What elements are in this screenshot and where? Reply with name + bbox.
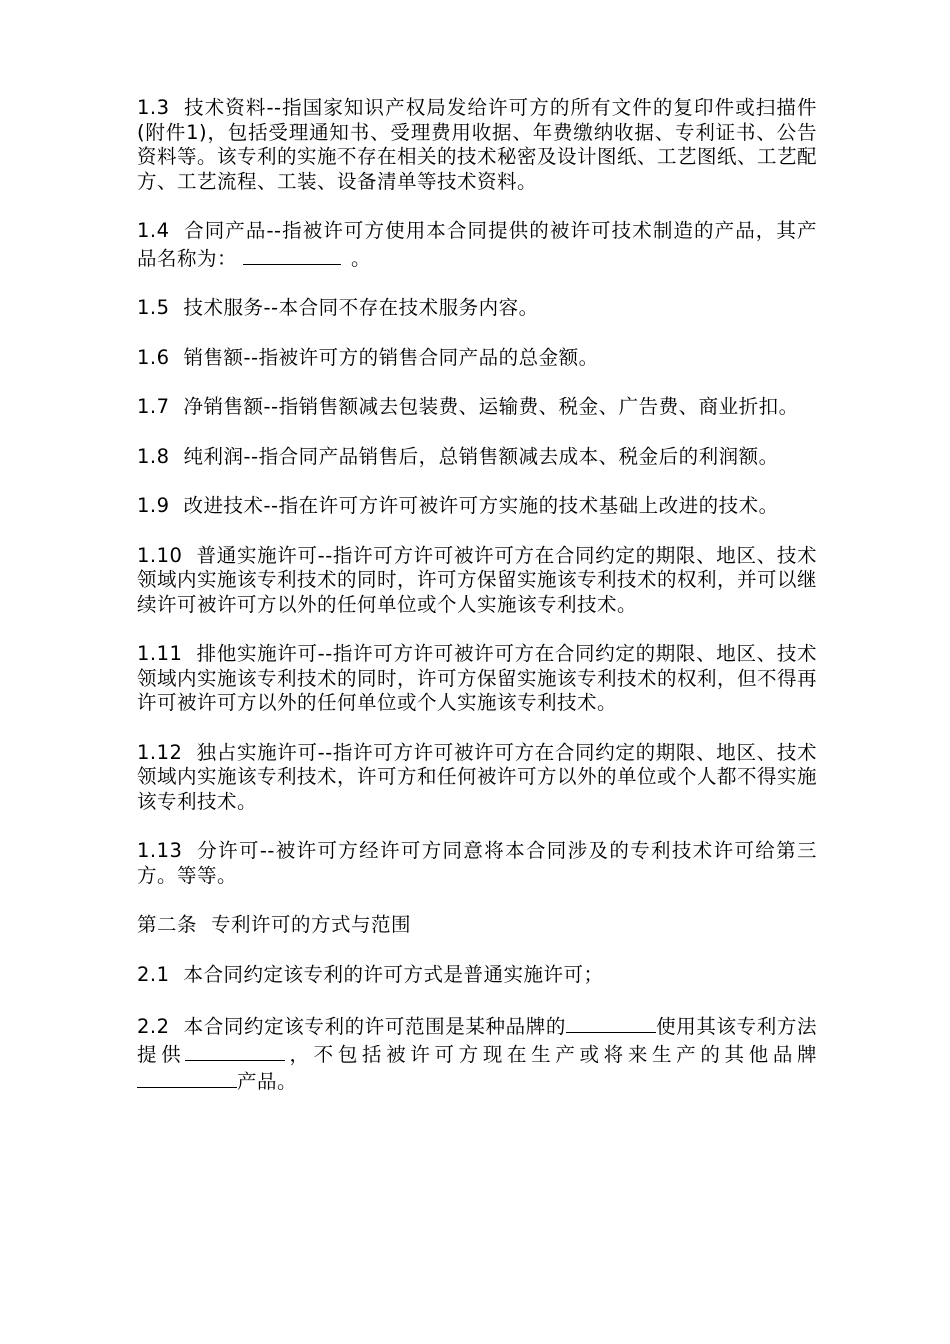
- provided-item-blank[interactable]: [185, 1040, 285, 1061]
- document-page: [137, 96, 817, 1120]
- clause-1-7: [137, 395, 817, 420]
- clause-text: 技术资料--指国家知识产权局发给许可方的所有文件的复印件或扫描件(附件1)，包括受理通知书、受理费用收据、年费缴纳收据、专利证书、公告资料等。该专利的实施不存在相关的技术秘密及设计图纸、工艺图纸、工艺配方、工艺流程、工装、设备清单等技术资料。: [137, 96, 818, 193]
- clause-text: 本合同约定该专利的许可方式是普通实施许可；: [183, 962, 604, 986]
- clause-number: 1.9: [137, 494, 170, 517]
- clause-1-10: [137, 544, 817, 618]
- clause-2-2: [137, 1012, 817, 1095]
- clause-1-13: [137, 839, 817, 888]
- clause-number: 1.13: [137, 839, 183, 862]
- clause-1-4: [137, 219, 817, 271]
- clause-number: 1.12: [137, 740, 183, 764]
- clause-1-6: [137, 346, 817, 371]
- clause-2-1: [137, 963, 817, 988]
- clause-text: 排他实施许可--指许可方许可被许可方在合同约定的期限、地区、技术领域内实施该专利技术的同时，许可方保留实施该专利技术的权利，但不得再许可被许可方以外的任何单位或个人实施该专利技术。: [137, 642, 818, 714]
- clause-1-8: [137, 445, 817, 470]
- clause-text: 改进技术--指在许可方许可被许可方实施的技术基础上改进的技术。: [183, 494, 779, 517]
- clause-text: 净销售额--指销售额减去包装费、运输费、税金、广告费、商业折扣。: [183, 395, 799, 418]
- clause-1-3: [137, 96, 817, 194]
- clause-text: 分许可--被许可方经许可方同意将本合同涉及的专利技术许可给第三方。等等。: [137, 839, 817, 887]
- clause-text: 普通实施许可--指许可方许可被许可方在合同约定的期限、地区、技术领域内实施该专利技术的同时，许可方保留实施该专利技术的权利，并可以继续许可被许可方以外的任何单位或个人实施该专利技术。: [137, 543, 818, 616]
- clause-1-12: [137, 741, 817, 815]
- clause-number: 1.7: [137, 395, 170, 418]
- clause-number: 1.6: [137, 345, 170, 369]
- clause-text: 技术服务--本合同不存在技术服务内容。: [183, 296, 539, 319]
- article-title: 专利许可的方式与范围: [211, 913, 412, 936]
- clause-text: 纯利润--指合同产品销售后，总销售额减去成本、税金后的利润额。: [183, 444, 779, 468]
- clause-number: 1.10: [137, 543, 183, 567]
- clause-text: 合同产品--指被许可方使用本合同提供的被许可技术制造的产品，其产品名称为：: [137, 219, 817, 270]
- clause-text-part2: 使用其该专利方法提供: [137, 1015, 817, 1066]
- clause-text-end: 。: [351, 246, 372, 270]
- clause-1-11: [137, 642, 817, 716]
- clause-text: 销售额--指被许可方的销售合同产品的总金额。: [183, 345, 599, 369]
- clause-text-part1: 本合同约定该专利的许可范围是某种品牌的: [183, 1015, 566, 1038]
- clause-1-5: [137, 296, 817, 321]
- clause-number: 1.8: [137, 444, 170, 468]
- article-number: 第二条: [137, 913, 198, 936]
- clause-number: 2.2: [137, 1015, 170, 1038]
- clause-text: 独占实施许可--指许可方许可被许可方在合同约定的期限、地区、技术领域内实施该专利技术，许可方和任何被许可方以外的单位或个人都不得实施该专利技术。: [137, 740, 818, 813]
- clause-1-9: [137, 494, 817, 519]
- clause-text-part4: 产品。: [237, 1070, 298, 1093]
- product-name-blank[interactable]: [243, 244, 341, 265]
- clause-text-part3: ，不包括被许可方现在生产或将来生产的其他品牌: [285, 1042, 817, 1066]
- clause-number: 1.11: [137, 642, 183, 665]
- clause-number: 1.3: [137, 96, 170, 119]
- clause-number: 1.4: [137, 219, 170, 242]
- brand-blank[interactable]: [566, 1012, 656, 1033]
- other-brand-blank[interactable]: [137, 1067, 237, 1088]
- clause-number: 1.5: [137, 296, 170, 319]
- article-2-heading: [137, 913, 817, 938]
- clause-number: 2.1: [137, 962, 170, 986]
